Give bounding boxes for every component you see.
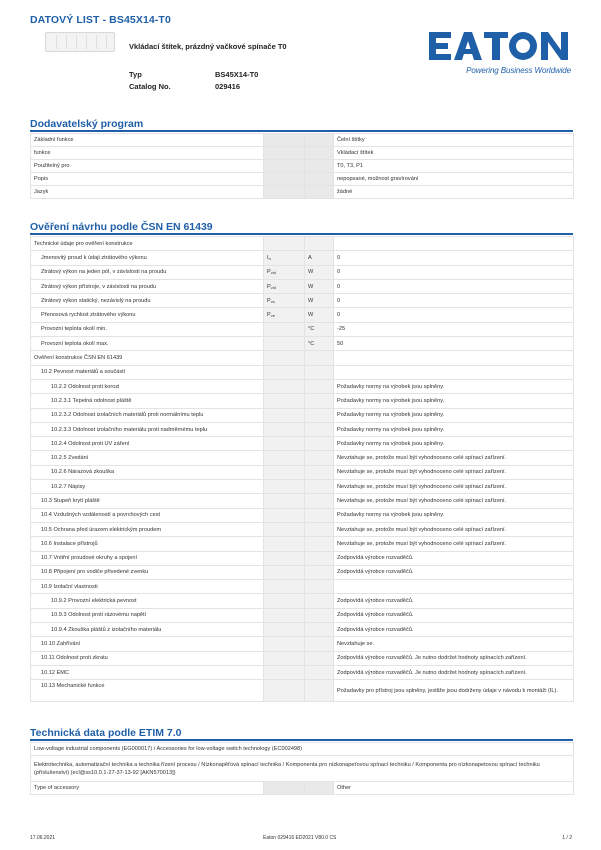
verification-row-label: 10.9.4 Zkouška pláštů z izolačního materiálu xyxy=(31,623,264,637)
verification-row-label: 10.2.2 Odolnost proti korozi xyxy=(31,379,264,393)
verification-row-symbol xyxy=(264,594,305,608)
etim-classification-row xyxy=(31,756,574,782)
verification-row-symbol xyxy=(264,322,305,336)
verification-row-label: 10.2.3.1 Tepelná odolnost pláště xyxy=(31,394,264,408)
verification-row-symbol xyxy=(264,637,305,651)
verification-row-value: 0 xyxy=(334,279,574,293)
catalog-label: Catalog No. xyxy=(129,82,171,91)
verification-row-label: 10.13 Mechanické funkce xyxy=(31,680,264,702)
verification-row-label: Ověření konstrukce ČSN EN 61439 xyxy=(31,351,264,365)
verification-row xyxy=(31,480,574,494)
verification-row-value: Požadavky normy na výrobek jsou splněny. xyxy=(334,379,574,393)
verification-row-symbol xyxy=(264,551,305,565)
symbol-subscript: vs xyxy=(270,298,275,304)
verification-row-symbol xyxy=(264,608,305,622)
verification-row-value: 0 xyxy=(334,265,574,279)
verification-row-unit xyxy=(305,508,334,522)
verification-row-value: 0 xyxy=(334,251,574,265)
verification-row xyxy=(31,351,574,365)
verification-row-label: Technické údaje pro ověření konstrukce xyxy=(31,237,264,251)
verification-row-label: 10.2 Pevnost materiálů a součástí xyxy=(31,365,264,379)
supplier-row-symbol xyxy=(264,147,305,160)
supplier-row-symbol xyxy=(264,173,305,186)
verification-row-unit xyxy=(305,394,334,408)
verification-row-symbol xyxy=(264,537,305,551)
verification-row-label: 10.2.3.3 Odolnost izolačního materiálu proti nadměrnému teplu xyxy=(31,422,264,436)
catalog-row xyxy=(129,82,241,91)
verification-row xyxy=(31,279,574,293)
verification-row-label: Provozní teplota okolí min. xyxy=(31,322,264,336)
eaton-logo xyxy=(427,30,571,78)
verification-row-symbol xyxy=(264,279,305,293)
type-label: Typ xyxy=(129,70,142,79)
verification-row-value: 50 xyxy=(334,337,574,351)
verification-row-value: Požadavky normy na výrobek jsou splněny. xyxy=(334,508,574,522)
verification-row xyxy=(31,623,574,637)
etim-row-unit xyxy=(305,782,334,795)
supplier-section-rule xyxy=(30,130,573,132)
verification-row-label: 10.6 Instalace přístrojů xyxy=(31,537,264,551)
verification-row xyxy=(31,437,574,451)
verification-row-label: 10.8 Připojení pro vodiče přivedené zvenku xyxy=(31,565,264,579)
verification-row-label: Ztrátový výkon statický, nezávislý na proudu xyxy=(31,294,264,308)
verification-row-value: Požadavky normy na výrobek jsou splněny. xyxy=(334,408,574,422)
verification-row xyxy=(31,537,574,551)
verification-row-unit xyxy=(305,608,334,622)
eaton-wordmark-icon xyxy=(427,30,571,62)
verification-row-symbol xyxy=(264,465,305,479)
verification-row-unit xyxy=(305,594,334,608)
verification-row-value xyxy=(334,351,574,365)
verification-row-value: Nevztahuje se, protože musí být vyhodnoceno celé spínací zařízení. xyxy=(334,480,574,494)
verification-row-label: 10.2.4 Odolnost proti UV záření xyxy=(31,437,264,451)
verification-row-label: Ztrátový výkon na jeden pól, v závislosti na proudu xyxy=(31,265,264,279)
etim-table xyxy=(30,742,574,795)
verification-row-unit: W xyxy=(305,279,334,293)
verification-row-value: Nevztahuje se, protože musí být vyhodnoceno celé spínací zařízení. xyxy=(334,451,574,465)
verification-row-label: 10.2.5 Zvedání xyxy=(31,451,264,465)
verification-row xyxy=(31,637,574,651)
verification-row-value: Zodpovídá výrobce rozvaděčů. xyxy=(334,608,574,622)
verification-row xyxy=(31,308,574,322)
verification-row-symbol xyxy=(264,651,305,665)
supplier-row-label: Základní funkce xyxy=(31,134,264,147)
verification-row-unit xyxy=(305,565,334,579)
etim-class-line: Low-voltage industrial components (EG000017) / Accessories for low-voltage switch technology (EC002498) xyxy=(31,743,574,756)
verification-row xyxy=(31,565,574,579)
etim-row-label: Type of accessory xyxy=(31,782,264,795)
verification-row-label: Přenosová rychlost ztrátového výkonu xyxy=(31,308,264,322)
footer-document-id: Eaton 029416 ED2021 V80.0 CS xyxy=(263,835,337,841)
verification-row xyxy=(31,294,574,308)
verification-row-label: 10.9.3 Odolnost proti rázovému napětí xyxy=(31,608,264,622)
verification-row xyxy=(31,237,574,251)
verification-row-unit xyxy=(305,665,334,679)
type-row xyxy=(129,70,259,79)
supplier-row-symbol xyxy=(264,186,305,199)
verification-row-value xyxy=(334,365,574,379)
verification-row xyxy=(31,508,574,522)
verification-row-symbol xyxy=(264,294,305,308)
etim-row-symbol xyxy=(264,782,305,795)
verification-row-symbol xyxy=(264,422,305,436)
verification-row-unit xyxy=(305,637,334,651)
supplier-table xyxy=(30,133,574,199)
supplier-row-unit xyxy=(305,186,334,199)
etim-class-row xyxy=(31,743,574,756)
footer-page-number: 1 / 2 xyxy=(562,835,572,841)
etim-classification: Elektrotechnika, automatizační technika a technika řízení procesu / Nízkonapěťová spínací technika / Komponenta pro nízkonapeťovou spínací techniku / Komponenta pro nízkonapetovou spínací techniku (příslušenství) (ecl@ss10.0.1-27-37-13-92 [AKN570013]) xyxy=(31,756,574,782)
verification-row xyxy=(31,551,574,565)
verification-row-unit xyxy=(305,379,334,393)
product-image xyxy=(45,32,115,52)
verification-row xyxy=(31,365,574,379)
verification-row xyxy=(31,608,574,622)
verification-row-symbol xyxy=(264,494,305,508)
verification-row-label: 10.10 Zahřívání xyxy=(31,637,264,651)
verification-row-unit xyxy=(305,465,334,479)
verification-row-unit: °C xyxy=(305,337,334,351)
verification-row-unit: W xyxy=(305,294,334,308)
verification-row-symbol xyxy=(264,565,305,579)
supplier-row-label: Popis xyxy=(31,173,264,186)
verification-row-symbol xyxy=(264,265,305,279)
verification-row-symbol xyxy=(264,365,305,379)
verification-row-value: Zodpovídá výrobce rozvaděčů. xyxy=(334,594,574,608)
verification-row-value: -25 xyxy=(334,322,574,336)
verification-row xyxy=(31,580,574,594)
logo-tagline: Powering Business Worldwide xyxy=(466,66,571,75)
verification-row-label: 10.9 Izolační vlastnosti xyxy=(31,580,264,594)
verification-table xyxy=(30,236,574,702)
supplier-row xyxy=(31,160,574,173)
verification-row-label: Provozní teplota okolí max. xyxy=(31,337,264,351)
verification-row-symbol xyxy=(264,522,305,536)
supplier-row-unit xyxy=(305,147,334,160)
verification-row-symbol xyxy=(264,480,305,494)
verification-row-unit xyxy=(305,451,334,465)
verification-row-symbol xyxy=(264,508,305,522)
supplier-row-unit xyxy=(305,173,334,186)
supplier-row-value: T0, T3, P1 xyxy=(334,160,574,173)
verification-row-value: Požadavky normy na výrobek jsou splněny. xyxy=(334,394,574,408)
verification-row xyxy=(31,522,574,536)
verification-row xyxy=(31,251,574,265)
symbol-main: P xyxy=(267,269,271,276)
verification-row-symbol xyxy=(264,680,305,702)
symbol-subscript: vid xyxy=(270,284,276,290)
verification-row-unit: W xyxy=(305,265,334,279)
verification-row-label: 10.2.7 Nápisy xyxy=(31,480,264,494)
verification-row-value xyxy=(334,580,574,594)
symbol-main: P xyxy=(267,297,271,304)
supplier-row-label: funkce xyxy=(31,147,264,160)
symbol-main: I xyxy=(267,254,269,261)
supplier-row-value: nepopsané, možnost gravírování xyxy=(334,173,574,186)
verification-row-label: Jmenovitý proud k údaji ztrátového výkonu xyxy=(31,251,264,265)
footer-date: 17.06.2021 xyxy=(30,835,56,841)
verification-row-value: Zodpovídá výrobce rozvaděčů. Je nutno dodržet hodnoty spínacích zařízení. xyxy=(334,651,574,665)
verification-row-unit xyxy=(305,408,334,422)
verification-row xyxy=(31,394,574,408)
verification-row-label: 10.2.3.2 Odolnost izolačních materiálů proti normálnímu teplu xyxy=(31,408,264,422)
verification-row-label: Ztrátový výkon přístroje, v závislosti na proudu xyxy=(31,279,264,293)
supplier-row-value: Čelní štítky xyxy=(334,134,574,147)
verification-row-value: Nevztahuje se, protože musí být vyhodnoceno celé spínací zařízení. xyxy=(334,494,574,508)
verification-row-unit xyxy=(305,237,334,251)
verification-row-unit xyxy=(305,651,334,665)
supplier-section-title: Dodavatelský program xyxy=(30,118,144,130)
verification-row xyxy=(31,465,574,479)
supplier-row-value: žádné xyxy=(334,186,574,199)
supplier-row-value: Vkládací štítek xyxy=(334,147,574,160)
verification-row-symbol xyxy=(264,337,305,351)
verification-row xyxy=(31,379,574,393)
verification-row xyxy=(31,422,574,436)
catalog-value: 029416 xyxy=(215,82,241,91)
verification-row-symbol xyxy=(264,437,305,451)
verification-row xyxy=(31,265,574,279)
verification-row-symbol xyxy=(264,408,305,422)
verification-row-value: Nevztahuje se, protože musí být vyhodnoceno celé spínací zařízení. xyxy=(334,465,574,479)
verification-row-unit xyxy=(305,480,334,494)
verification-row-value: 0 xyxy=(334,294,574,308)
verification-row-unit xyxy=(305,522,334,536)
verification-row-value: Požadavky normy na výrobek jsou splněny. xyxy=(334,422,574,436)
verification-row-unit xyxy=(305,580,334,594)
verification-row xyxy=(31,322,574,336)
verification-row-value: Nevztahuje se. xyxy=(334,637,574,651)
verification-row-value: Zodpovídá výrobce rozvaděčů. xyxy=(334,623,574,637)
verification-row-value xyxy=(334,237,574,251)
verification-row-label: 10.9.2 Provozní elektrická pevnost xyxy=(31,594,264,608)
document-title: DATOVÝ LIST - BS45X14-T0 xyxy=(30,14,171,26)
supplier-row-label: Jazyk xyxy=(31,186,264,199)
verification-row xyxy=(31,337,574,351)
verification-row-unit xyxy=(305,680,334,702)
symbol-main: P xyxy=(267,283,271,290)
verification-row-unit xyxy=(305,494,334,508)
verification-row-value: Zodpovídá výrobce rozvaděčů. Je nutno dodržet hodnoty spínacích zařízení. xyxy=(334,665,574,679)
verification-row-label: 10.3 Stupeň krytí pláště xyxy=(31,494,264,508)
verification-row-value: Zodpovídá výrobce rozvaděčů. xyxy=(334,551,574,565)
supplier-row-label: Použitelný pro xyxy=(31,160,264,173)
etim-section-rule xyxy=(30,739,573,741)
supplier-row-unit xyxy=(305,134,334,147)
verification-row-unit xyxy=(305,437,334,451)
verification-row-symbol xyxy=(264,351,305,365)
supplier-row xyxy=(31,186,574,199)
verification-row-symbol xyxy=(264,379,305,393)
verification-row-symbol xyxy=(264,237,305,251)
verification-row-unit xyxy=(305,537,334,551)
etim-section-title: Technická data podle ETIM 7.0 xyxy=(30,727,182,739)
verification-row xyxy=(31,680,574,702)
verification-row-label: 10.11 Odolnost proti zkratu xyxy=(31,651,264,665)
supplier-row xyxy=(31,147,574,160)
symbol-subscript: n xyxy=(268,255,271,261)
verification-section-rule xyxy=(30,233,573,235)
verification-row-unit: W xyxy=(305,308,334,322)
verification-row-symbol xyxy=(264,665,305,679)
etim-row-value: Other xyxy=(334,782,574,795)
supplier-row-symbol xyxy=(264,160,305,173)
verification-row-unit: °C xyxy=(305,322,334,336)
verification-row-symbol xyxy=(264,394,305,408)
verification-row xyxy=(31,451,574,465)
verification-row-symbol xyxy=(264,451,305,465)
verification-row xyxy=(31,494,574,508)
verification-section-title: Ověření návrhu podle ČSN EN 61439 xyxy=(30,221,213,233)
symbol-main: P xyxy=(267,312,271,319)
verification-row-value: Zodpovídá výrobce rozvaděčů. xyxy=(334,565,574,579)
verification-row xyxy=(31,408,574,422)
verification-row-symbol xyxy=(264,623,305,637)
verification-row xyxy=(31,594,574,608)
verification-row-value: Požadavky normy na výrobek jsou splněny. xyxy=(334,437,574,451)
verification-row-label: 10.12 EMC xyxy=(31,665,264,679)
verification-row-label: 10.2.6 Nárazová zkouška xyxy=(31,465,264,479)
verification-row-unit xyxy=(305,422,334,436)
supplier-row-symbol xyxy=(264,134,305,147)
verification-row-symbol xyxy=(264,251,305,265)
verification-row-symbol xyxy=(264,580,305,594)
verification-row-symbol xyxy=(264,308,305,322)
verification-row-value: Nevztahuje se, protože musí být vyhodnoceno celé spínací zařízení. xyxy=(334,522,574,536)
verification-row-value: Požadavky pro přístroj jsou splněny, jestliže jsou dodrženy údaje v návodu k montáži (IL). xyxy=(334,680,574,702)
verification-row-label: 10.4 Vzdušných vzdáleností a povrchových cest xyxy=(31,508,264,522)
symbol-subscript: ve xyxy=(270,313,275,319)
verification-row-label: 10.5 Ochrana před úrazem elektrickým proudem xyxy=(31,522,264,536)
verification-row-unit xyxy=(305,365,334,379)
supplier-row xyxy=(31,134,574,147)
verification-row-unit xyxy=(305,623,334,637)
supplier-row-unit xyxy=(305,160,334,173)
verification-row-unit: A xyxy=(305,251,334,265)
verification-row xyxy=(31,665,574,679)
verification-row-value: 0 xyxy=(334,308,574,322)
etim-row xyxy=(31,782,574,795)
verification-row-unit xyxy=(305,551,334,565)
verification-row-value: Nevztahuje se, protože musí být vyhodnoceno celé spínací zařízení. xyxy=(334,537,574,551)
verification-row-unit xyxy=(305,351,334,365)
verification-row-label: 10.7 Vnitřní proudové okruhy a spojení xyxy=(31,551,264,565)
type-value: BS45X14-T0 xyxy=(215,70,259,79)
product-description: Vkládací štítek, prázdný vačkové spínače T0 xyxy=(129,42,287,51)
symbol-subscript: vid xyxy=(270,270,276,276)
supplier-row xyxy=(31,173,574,186)
verification-row xyxy=(31,651,574,665)
